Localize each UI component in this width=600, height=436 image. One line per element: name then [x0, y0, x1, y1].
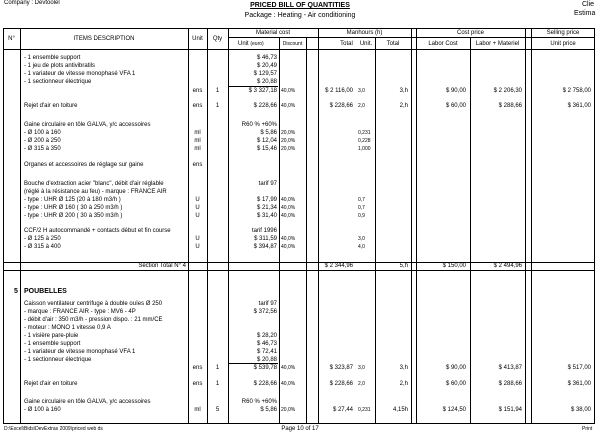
row-description: - 1 variateur de vitesse monophasé VFA 1 — [24, 349, 136, 355]
row-description: Rejet d'air en toiture — [24, 381, 78, 387]
row-labor-cost: $ 60,00 — [445, 103, 466, 109]
row-discount: 40,0% — [281, 236, 296, 242]
row-material-unit: $ 5,86 — [260, 130, 277, 136]
row-material-unit: $ 28,20 — [256, 333, 277, 339]
row-description: Rejet d'air en toiture — [24, 103, 78, 109]
row-manhours-unit: 2,0 — [358, 381, 365, 387]
section-total-label: Section Total N° 4 — [138, 263, 186, 269]
row-labor-cost: $ 124,50 — [442, 407, 466, 413]
row-labor-materiel: $ 288,66 — [498, 381, 522, 387]
row-material-unit: tarif 97 — [258, 301, 277, 307]
row-qty: 1 — [215, 381, 220, 387]
row-unit: U — [195, 213, 200, 219]
row-manhours-unit: 0,228 — [358, 138, 371, 144]
row-discount: 40,0% — [281, 88, 296, 94]
row-material-unit: $ 20,88 — [256, 357, 277, 363]
row-discount: 40,0% — [281, 213, 296, 219]
row-material-unit: $ 72,41 — [256, 349, 277, 355]
row-discount: 40,0% — [281, 103, 296, 109]
row-manhours-total: 2,h — [399, 103, 408, 109]
col-header-manhours: Manhours (h) — [346, 30, 383, 36]
row-labor-cost: $ 60,00 — [445, 381, 466, 387]
row-qty: 1 — [215, 103, 220, 109]
row-unit: U — [195, 236, 200, 242]
row-description: (réglé à la résistance au feu) - marque : FRANCE AIR — [24, 189, 167, 195]
subheader-total2: Total — [386, 41, 400, 47]
row-manhours-unit: 0,7 — [358, 205, 365, 211]
row-description: Organes et accessoires de réglage sur gaine — [24, 162, 144, 168]
row-description: - 1 sectionneur électrique — [24, 357, 92, 363]
row-material-total: $ 228,66 — [329, 103, 353, 109]
row-material-unit: tarif 97 — [258, 181, 277, 187]
row-manhours-unit: 0,7 — [358, 197, 365, 203]
row-description: Bouche d'extraction acier "blanc", débit d'air réglable — [24, 181, 164, 187]
row-unit: ens — [192, 88, 203, 94]
row-discount: 40,0% — [281, 197, 296, 203]
row-discount: 20,0% — [281, 130, 296, 136]
row-labor-cost: $ 90,00 — [445, 88, 466, 94]
col-header-selling-price: Selling price — [546, 30, 580, 36]
row-material-unit: $ 3 327,18 — [248, 88, 277, 94]
row-material-unit: $ 20,88 — [256, 79, 277, 85]
row-description: CCF/2 H autocommandé + contacts début et fin course — [24, 228, 171, 234]
row-qty: 1 — [215, 88, 220, 94]
row-description: - type : UHR Ø 125 (20 à 180 m3/h ) — [24, 197, 121, 203]
row-material-total: $ 228,66 — [329, 381, 353, 387]
row-unit-price: $ 517,00 — [567, 365, 591, 371]
row-description: - 1 jeu de plots antivibratils — [24, 63, 96, 69]
row-discount: 40,0% — [281, 205, 296, 211]
row-unit: ml — [194, 407, 201, 413]
subheader-discount: Discount — [282, 41, 303, 47]
subheader-total: Total — [340, 41, 353, 47]
row-material-unit: $ 12,04 — [256, 138, 277, 144]
row-material-unit: $ 20,49 — [256, 63, 277, 69]
subheader-unit: Unit (euro) — [238, 41, 264, 47]
row-material-unit: $ 17,99 — [256, 197, 277, 203]
row-unit: ml — [194, 146, 201, 152]
row-labor-cost: $ 90,00 — [445, 365, 466, 371]
row-discount: 40,0% — [281, 381, 296, 387]
row-description: - 1 sectionneur électrique — [24, 79, 92, 85]
row-unit: ens — [192, 103, 203, 109]
row-qty: 1 — [215, 365, 220, 371]
subheader-unit2: Unit. — [359, 41, 373, 47]
row-material-unit: $ 31,40 — [256, 213, 277, 219]
row-material-unit: $ 5,86 — [260, 407, 277, 413]
footer-path: D:\Excel\Bids\DevExtras 2009\priced web ds — [4, 426, 103, 432]
row-unit: ml — [194, 130, 201, 136]
row-description: - Ø 315 à 350 — [24, 146, 61, 152]
row-material-total: $ 323,87 — [329, 365, 353, 371]
row-unit: ens — [192, 381, 203, 387]
row-material-total: $ 27,44 — [332, 407, 353, 413]
estimate-label: Estima — [574, 10, 596, 17]
row-material-unit: $ 129,57 — [253, 71, 277, 77]
row-unit: ml — [194, 138, 201, 144]
row-manhours-unit: 0,231 — [358, 407, 371, 413]
row-description: Gaine circulaire en tôle GALVA, y/c accessoires — [24, 399, 151, 405]
row-discount: 40,0% — [281, 365, 296, 371]
row-manhours-unit: 1,000 — [358, 146, 371, 152]
row-description: Gaine circulaire en tôle GALVA, y/c accessoires — [24, 122, 151, 128]
subheader-labor-materiel: Labor + Materiel — [475, 41, 520, 47]
row-labor-materiel: $ 151,94 — [498, 407, 522, 413]
row-labor-materiel: $ 2 206,30 — [493, 88, 522, 94]
row-manhours-total: 3,h — [399, 88, 408, 94]
footer-page: Page 10 of 17 — [281, 426, 319, 432]
col-header-unit: Unit — [192, 36, 203, 42]
row-unit-price: $ 361,00 — [567, 381, 591, 387]
row-unit: U — [195, 197, 200, 203]
subheader-unit-price: Unit price — [550, 41, 576, 47]
row-material-unit: $ 21,34 — [256, 205, 277, 211]
row-description: - Ø 100 à 160 — [24, 407, 61, 413]
row-description: - type : UHR Ø 200 ( 30 à 350 m3/h ) — [24, 213, 123, 219]
row-manhours-unit: 3,0 — [358, 88, 365, 94]
row-qty: 5 — [215, 407, 220, 413]
subheader-labor-cost: Labor Cost — [428, 41, 458, 47]
row-description: - Ø 315 à 400 — [24, 244, 61, 250]
row-unit-price: $ 361,00 — [567, 103, 591, 109]
row-material-unit: $ 46,73 — [256, 341, 277, 347]
row-description: - 1 ensemble support — [24, 341, 81, 347]
row-material-unit: $ 46,73 — [256, 55, 277, 61]
row-manhours-unit: 3,0 — [358, 236, 365, 242]
row-unit: U — [195, 244, 200, 250]
row-description: - 1 ensemble support — [24, 55, 81, 61]
document-title: PRICED BILL OF QUANTITIES — [250, 2, 350, 9]
row-manhours-unit: 2,0 — [358, 103, 365, 109]
row-manhours-total: 3,h — [399, 365, 408, 371]
row-discount: 40,0% — [281, 244, 296, 250]
row-material-unit: R60 % +60% — [241, 399, 277, 405]
row-description: - 1 variateur de vitesse monophasé VFA 1 — [24, 71, 136, 77]
row-labor-materiel: $ 413,87 — [498, 365, 522, 371]
row-manhours-unit: 0,9 — [358, 213, 365, 219]
row-material-total: $ 2 116,00 — [325, 88, 353, 94]
section-total-hours: 5,h — [399, 263, 408, 269]
company-label: Company : Devtoolel — [4, 0, 60, 6]
row-manhours-unit: 0,231 — [358, 130, 371, 136]
footer-print: Print — [582, 426, 593, 432]
row-description: - marque : FRANCE AIR - type : MV6 - 4P — [24, 309, 136, 315]
row-material-unit: tarif 1996 — [251, 228, 277, 234]
section-total-labor: $ 150,00 — [442, 263, 466, 269]
section-5-title: POUBELLES — [24, 288, 67, 295]
row-discount: 20,0% — [281, 407, 296, 413]
client-label: Clie — [582, 1, 595, 8]
section-5-number: 5 — [14, 288, 18, 295]
row-discount: 20,0% — [281, 138, 296, 144]
row-discount: 20,0% — [281, 146, 296, 152]
row-manhours-unit: 3,0 — [358, 365, 365, 371]
col-header-qty: Qty — [212, 36, 223, 42]
col-header-material-cost: Material cost — [255, 30, 290, 36]
package-label: Package : Heating - Air conditioning — [244, 12, 356, 19]
row-material-unit: $ 15,46 — [256, 146, 277, 152]
row-description: - Ø 100 à 160 — [24, 130, 61, 136]
row-unit: ens — [192, 365, 203, 371]
row-description: - type : UHR Ø 160 ( 30 à 250 m3/h ) — [24, 205, 123, 211]
col-header-items: ITEMS DESCRIPTION — [73, 36, 135, 42]
row-description: - moteur : MONO 1 vitesse 0,9 A — [24, 325, 111, 331]
row-material-unit: $ 228,66 — [253, 103, 277, 109]
row-unit: ens — [192, 162, 203, 168]
row-material-unit: $ 311,59 — [254, 236, 277, 242]
row-material-unit: $ 394,87 — [253, 244, 277, 250]
row-description: - Ø 200 à 250 — [24, 138, 61, 144]
row-unit-price: $ 2 758,00 — [562, 88, 591, 94]
row-material-unit: $ 228,66 — [253, 381, 277, 387]
col-header-cost-price: Cost price — [456, 30, 484, 36]
row-manhours-total: 2,h — [399, 381, 408, 387]
row-description: Caisson ventilateur centrifuge à double ouïes Ø 250 — [24, 301, 163, 307]
row-material-unit: R60 % +60% — [241, 122, 277, 128]
row-unit-price: $ 38,00 — [570, 407, 591, 413]
row-material-unit: $ 372,56 — [253, 309, 277, 315]
section-total-amount: $ 2 344,96 — [324, 263, 353, 269]
row-description: - Ø 125 à 250 — [24, 236, 61, 242]
row-labor-materiel: $ 288,66 — [498, 103, 522, 109]
row-manhours-total: 4,15h — [392, 407, 408, 413]
row-description: - 1 visière pare-pluie — [24, 333, 79, 339]
section-total-labor-materiel: $ 2 494,96 — [493, 263, 522, 269]
col-header-no: N° — [8, 36, 15, 42]
row-description: - débit d'air : 350 m3/h - pression dispo. : 21 mm/CE — [24, 317, 163, 323]
row-material-unit: $ 539,78 — [253, 365, 277, 371]
row-unit: U — [195, 205, 200, 211]
row-manhours-unit: 4,0 — [358, 244, 365, 250]
